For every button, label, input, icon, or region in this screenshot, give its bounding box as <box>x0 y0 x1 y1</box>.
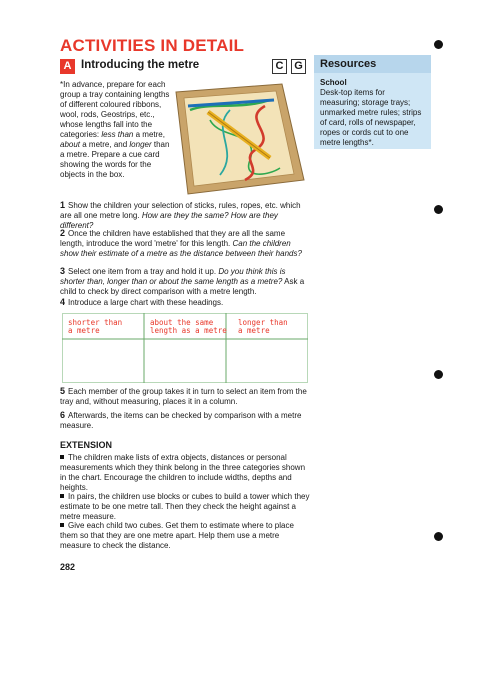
punch-hole <box>434 532 443 541</box>
page-heading: ACTIVITIES IN DETAIL <box>60 36 245 55</box>
extension-item <box>60 492 310 522</box>
chart-heading-about <box>150 319 227 335</box>
extension-item-text: In pairs, the children use blocks or cubes to build a tower which they estimate to be one metre tall. Then they check the height against a metre measure. <box>60 492 310 521</box>
extension-item <box>60 521 310 551</box>
step-text: Select one item from a tray and hold it up. <box>68 267 219 276</box>
section-title-text: Introducing the metre <box>81 59 200 71</box>
step-text: Once the children have established that they are all the same length, introduce the word 'metre' for this length. <box>60 229 286 248</box>
intro-text <box>60 80 172 180</box>
extension-item-text: Give each child two cubes. Get them to estimate where to place them so that they are one metre apart. Help them use a metre measure to check the distance. <box>60 521 294 550</box>
step-5 <box>60 386 310 407</box>
section-tag-g: G <box>291 59 306 74</box>
punch-hole <box>434 40 443 49</box>
step-number: 6 <box>60 410 66 420</box>
resources-title: Resources <box>314 55 431 73</box>
step-1 <box>60 200 310 231</box>
heading-chart <box>62 313 308 383</box>
bullet-square-icon <box>60 494 64 498</box>
chart-heading-line: a metre <box>68 326 100 335</box>
step-6 <box>60 410 310 431</box>
section-tag-c: C <box>272 59 287 74</box>
step-number: 5 <box>60 386 66 396</box>
punch-hole <box>434 205 443 214</box>
extension-item-text: The children make lists of extra objects, distances or personal measurements which they think belong in the three categories shown in the chart. Encourage the children to include widths, depths and heights. <box>60 453 306 492</box>
bullet-square-icon <box>60 455 64 459</box>
chart-heading-line: longer than <box>238 318 288 327</box>
intro-emphasis: about <box>60 140 81 149</box>
chart-heading-shorter <box>68 319 122 335</box>
page-number: 282 <box>60 562 76 572</box>
intro-emphasis: less than <box>101 130 134 139</box>
tray-illustration <box>170 80 308 198</box>
step-question: Do you think this is shorter than, longer than or about the same length as a metre? <box>60 267 286 286</box>
step-question: How are they the same? How are they different? <box>60 211 278 230</box>
chart-heading-longer <box>238 319 288 335</box>
chart-heading-line: length as a metre <box>150 326 227 335</box>
step-number: 4 <box>60 297 66 307</box>
intro-part: a metre, and <box>80 140 130 149</box>
step-text: Afterwards, the items can be checked by comparison with a metre measure. <box>60 411 302 430</box>
section-letter-badge: A <box>60 59 75 74</box>
step-text: Ask a child to check by direct comparison with a metre length. <box>60 277 305 296</box>
resources-subtitle: School <box>320 78 347 87</box>
step-number: 3 <box>60 266 66 276</box>
extension-item <box>60 453 310 493</box>
step-2 <box>60 228 310 259</box>
step-number: 2 <box>60 228 66 238</box>
step-number: 1 <box>60 200 66 210</box>
intro-part: *In advance, prepare for each group a tray containing lengths of different coloured ribbons, wool, rods, Geostrips, etc., whose lengths fall into the categories: <box>60 80 170 139</box>
chart-heading-line: a metre <box>238 326 270 335</box>
punch-hole <box>434 370 443 379</box>
bullet-square-icon <box>60 523 64 527</box>
step-text: Introduce a large chart with these headings. <box>68 298 224 307</box>
intro-part: a metre, <box>133 130 165 139</box>
extension-title: EXTENSION <box>60 440 113 450</box>
section-title <box>60 59 308 75</box>
step-3 <box>60 266 310 297</box>
intro-part: than a metre. Prepare a cue card showing the words for the objects in the box. <box>60 140 170 179</box>
chart-heading-line: shorter than <box>68 318 123 327</box>
resources-body: Desk-top items for measuring; storage trays; unmarked metre rules; strips of card, rolls of newspaper, ropes or cords cut to one metre lengths*. <box>320 88 422 147</box>
step-text: Show the children your selection of sticks, rules, ropes, etc. which are all one metre long. <box>60 201 301 220</box>
chart-heading-line: about the same <box>150 318 214 327</box>
step-4 <box>60 297 310 308</box>
step-question: Can the children show their estimate of a metre as the distance between their hands? <box>60 239 302 258</box>
step-text: Each member of the group takes it in turn to select an item from the tray and, without measuring, places it in a column. <box>60 387 307 406</box>
intro-emphasis: longer <box>129 140 152 149</box>
resources-box <box>314 55 431 149</box>
